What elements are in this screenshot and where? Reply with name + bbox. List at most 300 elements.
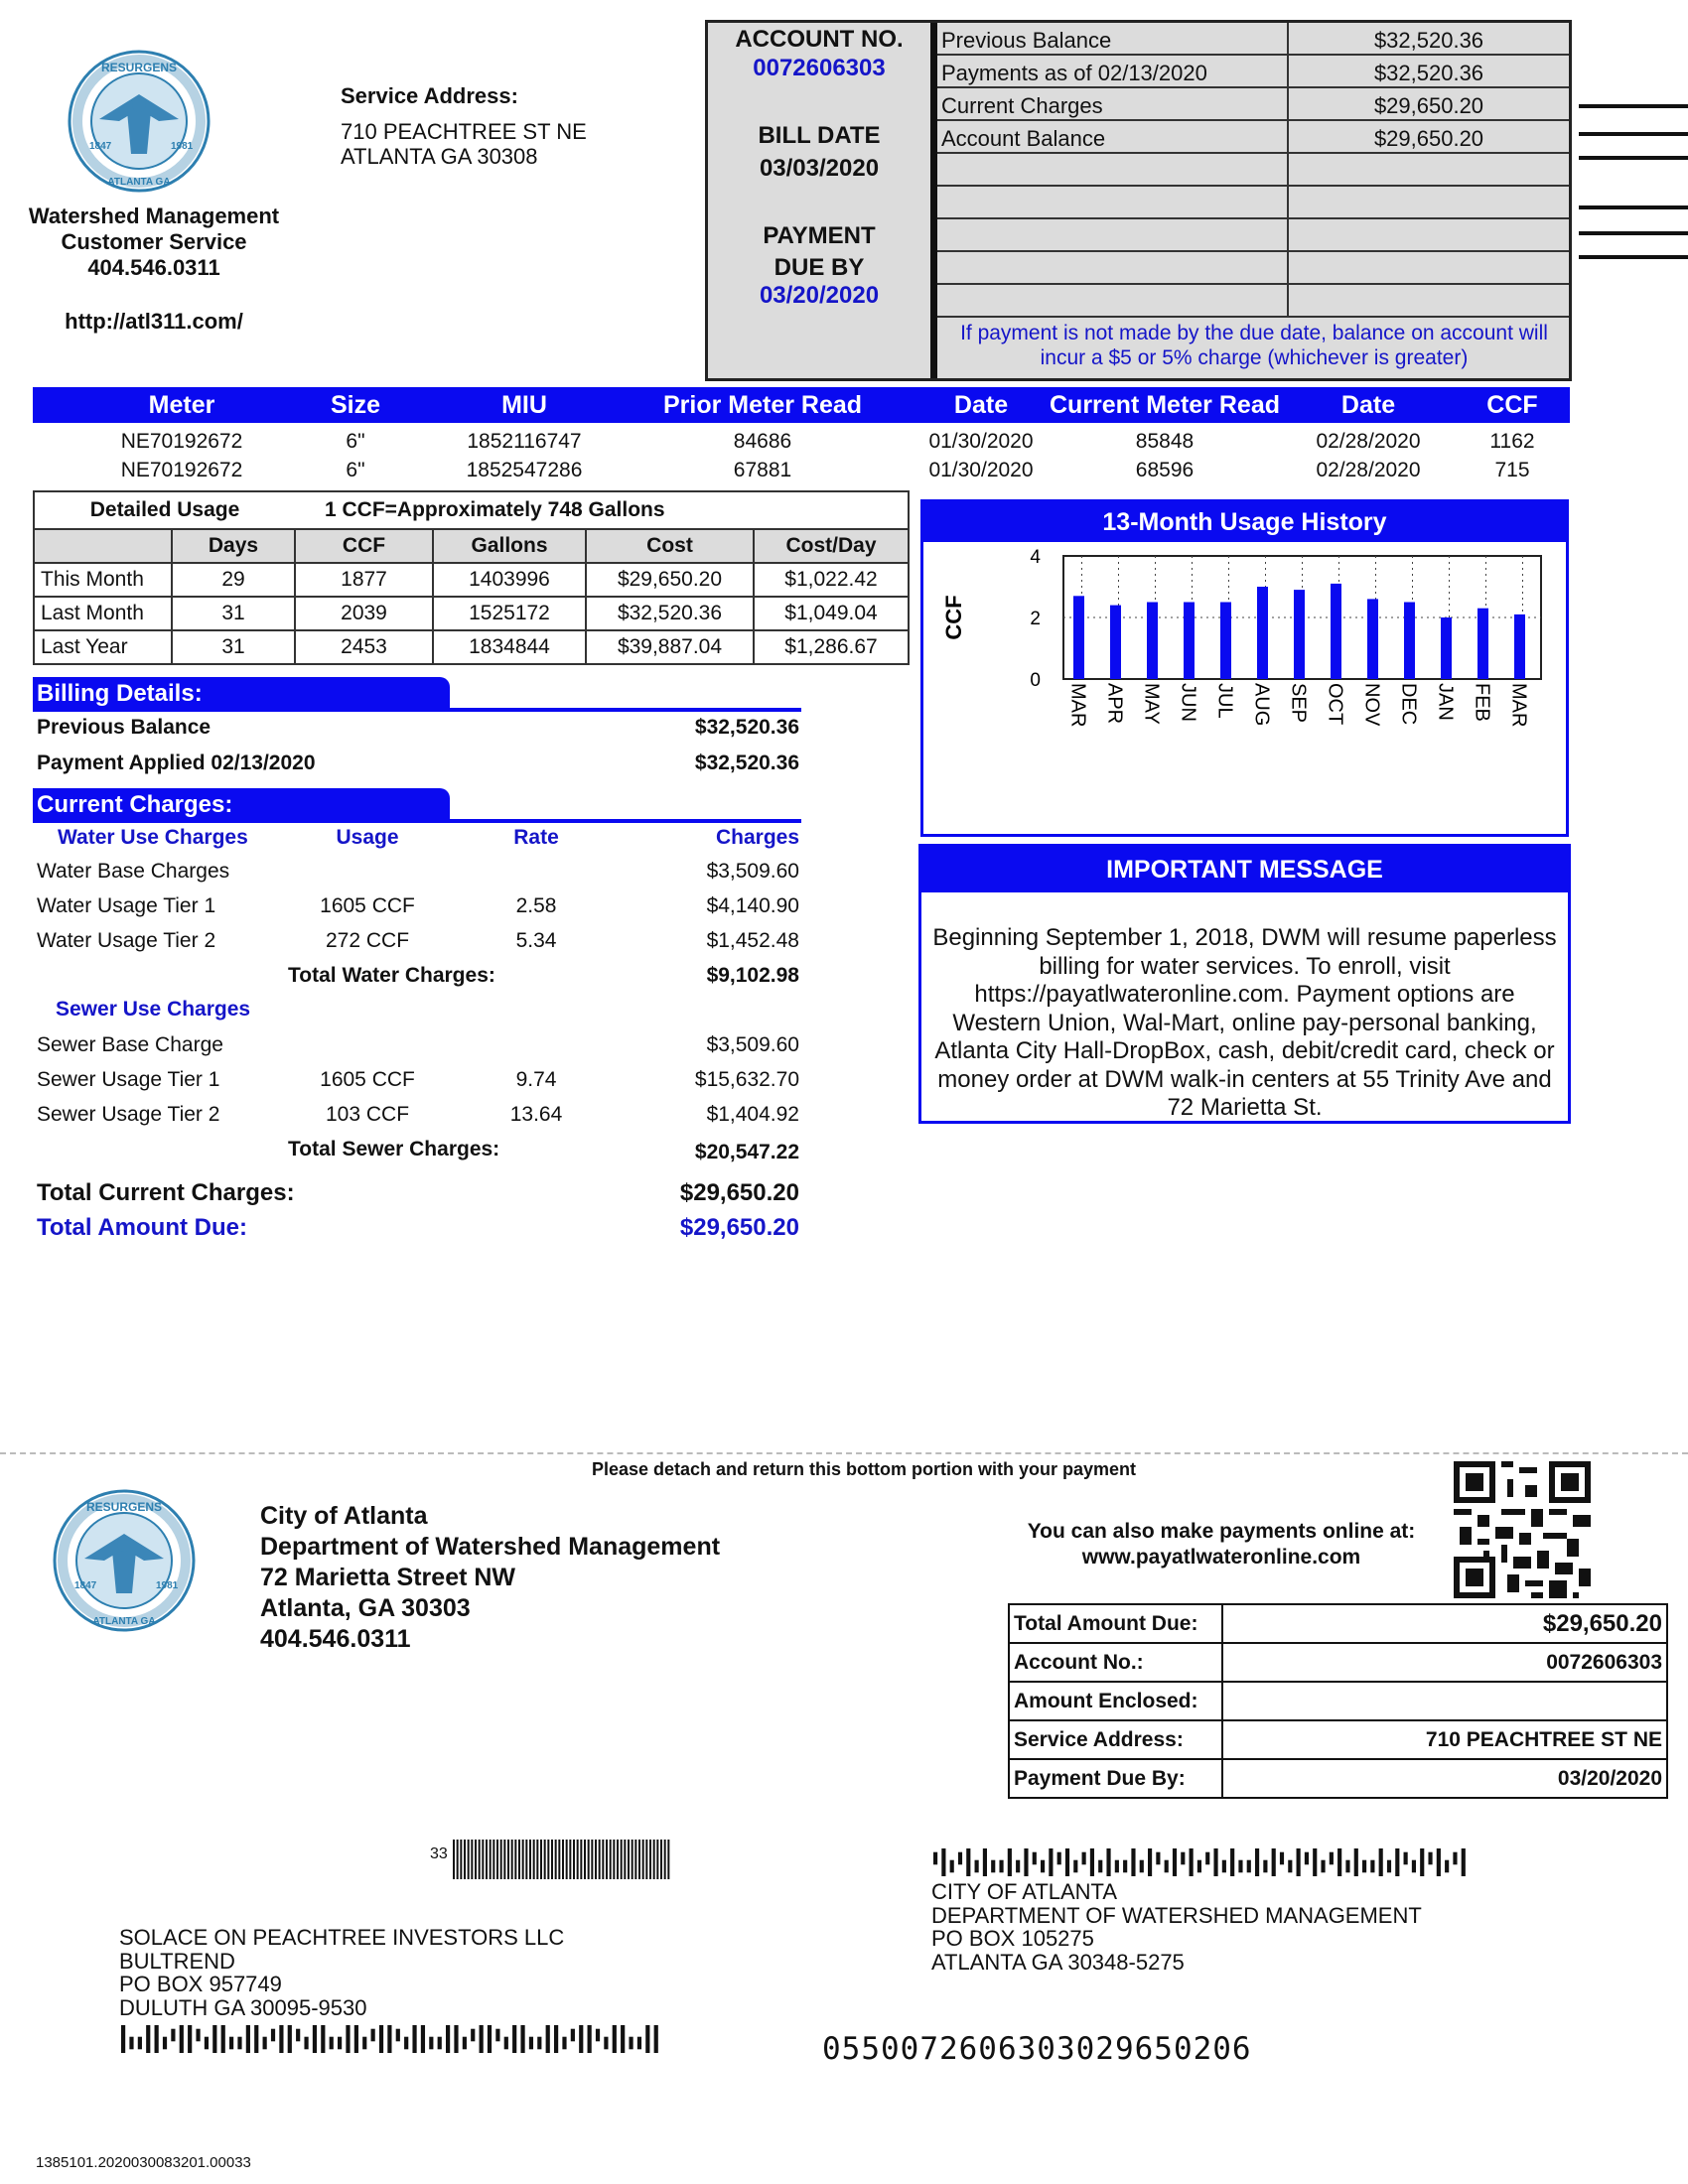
remit-department: DEPARTMENT OF WATERSHED MANAGEMENT [931, 1902, 1422, 1928]
barcode-bar [464, 1840, 466, 1879]
barcode-bar [667, 1840, 669, 1879]
chart-bar-jul [1220, 603, 1231, 680]
chart-bar-mar [1514, 614, 1525, 679]
seal-year2: 1981 [171, 141, 194, 152]
usage-cost: $29,650.20 [586, 563, 754, 597]
barcode-bar [1453, 1852, 1457, 1865]
barcode-bar [1222, 1860, 1226, 1873]
payment-applied-label: Payment Applied 02/13/2020 [37, 751, 316, 774]
barcode-bar [1165, 1860, 1169, 1873]
remit-po-box: PO BOX 105275 [931, 1926, 1094, 1951]
barcode-bar [486, 1840, 488, 1879]
barcode-bar [606, 1840, 608, 1879]
water-use-charges-header: Water Use Charges [58, 826, 248, 849]
barcode-bar [471, 2029, 475, 2042]
city-seal-logo [60, 50, 218, 194]
sewer-use-charges-header: Sewer Use Charges [56, 998, 251, 1021]
charge-amount: $1,404.92 [706, 1103, 799, 1126]
usage-days: 31 [172, 630, 295, 664]
amount-enclosed-field[interactable] [1222, 1682, 1667, 1720]
chart-x-tick-label: MAR [1066, 683, 1089, 728]
barcode-bar [1098, 1860, 1102, 1873]
chart-x-tick-label: JUN [1177, 683, 1199, 722]
barcode-bar [138, 2037, 142, 2050]
total-water-value: $9,102.98 [706, 964, 799, 987]
barcode-bar [656, 1840, 658, 1879]
barcode-bar [129, 2037, 133, 2050]
barcode-bar [624, 1840, 626, 1879]
usage-col-cost: Cost [586, 529, 754, 563]
barcode-bar [588, 2025, 592, 2053]
barcode-bar [1106, 1848, 1110, 1876]
meter-row [33, 426, 1570, 456]
table-row [1009, 1759, 1667, 1798]
usage-col-header: Usage [336, 826, 399, 849]
barcode-bar [196, 2029, 200, 2042]
barcode-bar [1321, 1860, 1325, 1873]
pay-value-total-due: $29,650.20 [1222, 1604, 1667, 1643]
usage-gallons: 1403996 [433, 563, 586, 597]
summary-label-payments: Payments as of 02/13/2020 [941, 61, 1207, 85]
charge-description: Sewer Base Charge [37, 1033, 223, 1056]
meter-ccf: 1162 [1489, 430, 1535, 453]
customer-name: SOLACE ON PEACHTREE INVESTORS LLC [119, 1925, 565, 1950]
total-amount-due-value: $29,650.20 [679, 1214, 799, 1241]
total-current-charges-value: $29,650.20 [679, 1179, 799, 1206]
barcode-bar [453, 1840, 455, 1879]
barcode-bar [1041, 1860, 1045, 1873]
important-message-body: Beginning September 1, 2018, DWM will resume paperless billing for water services. To enroll, visit https://payatlwateronline.com. Payment options are Western Union, Wal-Mart, online pay-personal banking, Atlanta City Hall-DropBox, cash, debit/credit card, check or money order at DWM walk-in centers at 55 Trinity Ave and 72 Marietta St. [932, 924, 1557, 1121]
city-street: 72 Marietta Street NW [260, 1564, 516, 1591]
barcode-bar [555, 1840, 557, 1879]
barcode-bar [254, 2025, 258, 2053]
barcode-bar [577, 1840, 579, 1879]
barcode-bar [1280, 1852, 1284, 1865]
meter-size: 6" [346, 459, 365, 481]
city-citystate: Atlanta, GA 30303 [260, 1594, 471, 1622]
meter-col-meter: Meter [148, 391, 215, 419]
barcode-bar [454, 2025, 458, 2053]
barcode-bar [1090, 1848, 1094, 1876]
usage-title: Detailed Usage [34, 491, 295, 529]
barcode-bar [1016, 1860, 1020, 1873]
meter-col-prior-read: Prior Meter Read [662, 391, 863, 419]
barcode-bar [304, 2037, 308, 2050]
barcode-bar [966, 1848, 970, 1876]
barcode-bar [163, 2037, 167, 2050]
payment-due-label-2: DUE BY [774, 254, 865, 281]
barcode-bar [1008, 1848, 1012, 1876]
qr-code-icon [1454, 1461, 1591, 1598]
barcode-bar [1082, 1852, 1086, 1865]
summary-label-account-balance: Account Balance [941, 126, 1106, 151]
account-info-panel [708, 23, 937, 378]
usage-cost-per-day: $1,286.67 [754, 630, 909, 664]
pay-value-service-address: 710 PEACHTREE ST NE [1222, 1720, 1667, 1759]
usage-history-chart [923, 542, 1566, 834]
barcode-bar [1288, 1860, 1292, 1873]
chart-bar-jan [1441, 617, 1452, 679]
barcode-bar [537, 2037, 541, 2050]
barcode-bar [610, 1840, 612, 1879]
city-name: City of Atlanta [260, 1502, 428, 1530]
barcode-bar [495, 2029, 499, 2042]
payment-due-label-1: PAYMENT [763, 222, 876, 249]
late-payment-notice: If payment is not made by the due date, balance on account will incur a $5 or 5% charge (whichever is greater) [960, 322, 1548, 369]
footer-code: 1385101.2020030083201.00033 [36, 2154, 251, 2171]
charge-description: Sewer Usage Tier 2 [37, 1103, 220, 1126]
barcode-bar [429, 2037, 433, 2050]
barcode-bar [379, 2025, 383, 2053]
barcode-bar [475, 1840, 477, 1879]
barcode-bar [1345, 1860, 1349, 1873]
charge-usage: 1605 CCF [320, 1068, 415, 1091]
charge-usage: 272 CCF [325, 929, 410, 952]
barcode-bar [500, 1840, 502, 1879]
barcode-bar [1148, 1848, 1152, 1876]
service-address-line2: ATLANTA GA 30308 [341, 144, 538, 169]
meter-ccf: 715 [1494, 459, 1530, 481]
barcode-bar [279, 2025, 283, 2053]
table-row [1009, 1643, 1667, 1682]
barcode-bar [554, 2025, 558, 2053]
postal-barcode-icon [121, 2025, 662, 2053]
barcode-bar [629, 2037, 633, 2050]
barcode-bar [642, 1840, 644, 1879]
barcode-bar [1213, 1848, 1217, 1876]
barcode-icon [453, 1840, 671, 1879]
account-number-label: ACCOUNT NO. [735, 26, 904, 53]
barcode-bar [562, 1840, 564, 1879]
barcode-bar [1049, 1848, 1053, 1876]
payment-stub-table [1008, 1603, 1668, 1799]
detailed-usage-table [33, 490, 910, 665]
barcode-bar [645, 1840, 647, 1879]
barcode-bar [321, 2025, 325, 2053]
total-amount-due-label: Total Amount Due: [37, 1214, 247, 1241]
pay-label-amount-enclosed: Amount Enclosed: [1009, 1682, 1222, 1720]
barcode-bar [1131, 1848, 1135, 1876]
barcode-bar [551, 1840, 553, 1879]
online-payment-url[interactable]: www.payatlwateronline.com [1081, 1546, 1361, 1569]
service-address-label: Service Address: [341, 83, 518, 108]
barcode-bar [511, 1840, 513, 1879]
barcode-bar [221, 2025, 225, 2053]
barcode-bar [649, 1840, 651, 1879]
postal-barcode-icon [933, 1848, 1470, 1876]
barcode-bar [1337, 1848, 1341, 1876]
table-row [34, 563, 909, 597]
table-row [1009, 1720, 1667, 1759]
barcode-bar [1024, 1848, 1028, 1876]
barcode-bar [1395, 1848, 1399, 1876]
rate-col-header: Rate [513, 826, 559, 849]
barcode-bar [638, 1840, 640, 1879]
barcode-bar [566, 1840, 568, 1879]
barcode-bar [540, 1840, 542, 1879]
usage-col-blank [34, 529, 172, 563]
barcode-bar [544, 1840, 546, 1879]
table-row [1009, 1682, 1667, 1720]
barcode-bar [547, 1840, 549, 1879]
important-message-panel [918, 844, 1571, 1124]
barcode-bar [613, 2025, 617, 2053]
barcode-bar [579, 2025, 583, 2053]
barcode-bar [569, 1840, 571, 1879]
chart-x-tick-label: DEC [1397, 683, 1420, 726]
barcode-bar [271, 2029, 275, 2042]
barcode-bar [229, 2037, 233, 2050]
barcode-bar [468, 1840, 470, 1879]
barcode-bar [958, 1852, 962, 1865]
barcode-bar [1297, 1848, 1301, 1876]
table-row [34, 630, 909, 664]
barcode-bar [205, 2037, 209, 2050]
usage-history-panel [920, 499, 1569, 837]
customer-address-block [119, 1926, 564, 2019]
pay-label-due-by: Payment Due By: [1009, 1759, 1222, 1798]
meter-prior-date: 01/30/2020 [928, 459, 1034, 481]
barcode-bar [596, 2029, 600, 2042]
charge-usage: 1605 CCF [320, 894, 415, 917]
barcode-bar [599, 1840, 601, 1879]
total-water-label: Total Water Charges: [288, 964, 495, 987]
city-department: Department of Watershed Management [260, 1533, 721, 1561]
charge-usage: 103 CCF [325, 1103, 410, 1126]
barcode-bar [536, 1840, 538, 1879]
barcode-bar [1263, 1860, 1267, 1873]
summary-value-account-balance: $29,650.20 [1373, 126, 1484, 151]
total-current-charges-label: Total Current Charges: [37, 1179, 295, 1206]
barcode-bar [512, 2025, 516, 2053]
usage-cost: $32,520.36 [586, 597, 754, 630]
barcode-bar [1205, 1852, 1209, 1865]
barcode-bar [1115, 1860, 1119, 1873]
barcode-bar [653, 1840, 655, 1879]
summary-value-payments: $32,520.36 [1373, 61, 1484, 85]
city-address-block [260, 1501, 720, 1655]
pay-label-service-address: Service Address: [1009, 1720, 1222, 1759]
barcode-bar [621, 2025, 625, 2053]
barcode-bar [404, 2037, 408, 2050]
chart-bar-aug [1257, 587, 1268, 679]
charge-rate: 2.58 [515, 894, 557, 917]
barcode-bar [1354, 1848, 1358, 1876]
barcode-bar [507, 1840, 509, 1879]
balance-summary-grid [937, 23, 1569, 316]
barcode-bar [950, 1860, 954, 1873]
pay-label-total-due: Total Amount Due: [1009, 1604, 1222, 1643]
chart-bar-feb [1477, 609, 1488, 679]
barcode-bar [571, 2029, 575, 2042]
website-link[interactable]: http://atl311.com/ [65, 309, 243, 334]
barcode-bar [1437, 1848, 1441, 1876]
barcode-bar [1255, 1848, 1259, 1876]
service-address-line1: 710 PEACHTREE ST NE [341, 119, 587, 144]
chart-x-tick-label: APR [1103, 683, 1126, 725]
barcode-bar [488, 2025, 492, 2053]
dept-service: Customer Service [61, 229, 247, 254]
barcode-bar [212, 2025, 216, 2053]
charge-description: Water Usage Tier 2 [37, 929, 216, 952]
usage-ccf: 2453 [295, 630, 433, 664]
barcode-bar [1387, 1860, 1391, 1873]
seal-bottom-text: ATLANTA GA [107, 177, 171, 188]
usage-gallons: 1834844 [433, 630, 586, 664]
barcode-bar [346, 2025, 350, 2053]
barcode-bar [654, 2025, 658, 2053]
barcode-bar [983, 1848, 987, 1876]
barcode-bar [613, 1840, 615, 1879]
usage-gallons: 1525172 [433, 597, 586, 630]
charge-amount: $1,452.48 [706, 929, 799, 952]
chart-x-tick-label: JUL [1213, 683, 1236, 719]
chart-y-tick-label: 2 [1030, 609, 1041, 629]
barcode-bar [490, 1840, 492, 1879]
barcode-bar [1404, 1852, 1408, 1865]
barcode-bar [588, 1840, 590, 1879]
barcode-bar [1428, 1852, 1432, 1865]
barcode-bar [1181, 1852, 1185, 1865]
barcode-bar [263, 2037, 267, 2050]
usage-ccf: 2039 [295, 597, 433, 630]
seal-year: 1847 [89, 141, 112, 152]
dept-name: Watershed Management [28, 204, 280, 228]
barcode-bar [246, 2025, 250, 2053]
barcode-bar [660, 1840, 662, 1879]
barcode-bar [518, 1840, 520, 1879]
barcode-bar [1140, 1860, 1144, 1873]
charge-amount: $3,509.60 [706, 1033, 799, 1056]
usage-conversion: 1 CCF=Approximately 748 Gallons [295, 491, 909, 529]
summary-label-previous-balance: Previous Balance [941, 28, 1112, 53]
barcode-bar [522, 1840, 524, 1879]
barcode-bar [421, 2025, 425, 2053]
barcode-bar [584, 1840, 586, 1879]
charges-col-header: Charges [715, 826, 799, 849]
barcode-bar [446, 2025, 450, 2053]
barcode-bar [595, 1840, 597, 1879]
barcode-bar [525, 1840, 527, 1879]
chart-x-tick-label: FEB [1471, 683, 1493, 722]
charge-description: Water Usage Tier 1 [37, 894, 216, 917]
usage-days: 29 [172, 563, 295, 597]
seal-top-text: RESURGENS [100, 61, 178, 74]
barcode-bar [514, 1840, 516, 1879]
chart-x-tick-label: NOV [1360, 683, 1383, 727]
barcode-bar [999, 1860, 1003, 1873]
usage-cost-per-day: $1,049.04 [754, 597, 909, 630]
barcode-bar [237, 2037, 241, 2050]
summary-value-previous-balance: $32,520.36 [1373, 28, 1484, 53]
chart-bar-apr [1110, 606, 1121, 679]
meter-size: 6" [346, 430, 365, 453]
pay-value-due-by: 03/20/2020 [1222, 1759, 1667, 1798]
meter-col-prior-date: Date [953, 391, 1009, 419]
chart-x-tick-label: OCT [1324, 683, 1346, 726]
barcode-bar [412, 2025, 416, 2053]
charge-rate: 5.34 [515, 929, 557, 952]
pay-value-account-no: 0072606303 [1222, 1643, 1667, 1682]
barcode-bar [941, 1848, 945, 1876]
chart-y-axis-label: CCF [941, 595, 966, 640]
barcode-bar [591, 1840, 593, 1879]
usage-cost: $39,887.04 [586, 630, 754, 664]
barcode-bar [471, 1840, 473, 1879]
chart-bar-nov [1367, 599, 1378, 679]
remit-citystate: ATLANTA GA 30348-5275 [931, 1949, 1185, 1975]
meter-col-size: Size [330, 391, 381, 419]
meter-col-current-read: Current Meter Read [1050, 391, 1280, 419]
chart-x-tick-label: SEP [1287, 683, 1310, 724]
charge-amount: $3,509.60 [706, 860, 799, 883]
barcode-bar [396, 2029, 400, 2042]
chart-bar-jun [1184, 603, 1195, 680]
usage-col-days: Days [172, 529, 295, 563]
chart-bar-mar [1073, 596, 1084, 679]
barcode-bar [313, 2025, 317, 2053]
bill-date: 03/03/2020 [759, 155, 880, 182]
barcode-bar [529, 2037, 533, 2050]
barcode-bar [1420, 1848, 1424, 1876]
barcode-bar [1190, 1848, 1194, 1876]
barcode-bar [604, 2037, 608, 2050]
important-message-title: IMPORTANT MESSAGE [921, 847, 1568, 892]
total-sewer-value: $20,547.22 [694, 1141, 799, 1163]
barcode-bar [1247, 1860, 1251, 1873]
barcode-bar [1445, 1860, 1449, 1873]
chart-bar-sep [1294, 590, 1305, 679]
account-number: 0072606303 [753, 55, 886, 81]
meter-col-ccf: CCF [1486, 391, 1538, 419]
ocr-scan-line: 0550072606303029650206 [822, 2031, 1252, 2067]
barcode-bar [171, 2029, 175, 2042]
barcode-bar [496, 1840, 498, 1879]
barcode-bar [504, 2037, 508, 2050]
meter-id: NE70192672 [120, 459, 243, 481]
barcode-bar [330, 2037, 334, 2050]
table-row [1009, 1604, 1667, 1643]
usage-cost-per-day: $1,022.42 [754, 563, 909, 597]
charge-amount: $4,140.90 [706, 894, 799, 917]
previous-balance-label: Previous Balance [37, 716, 211, 739]
meter-current-read: 85848 [1135, 430, 1195, 453]
charge-rate: 13.64 [509, 1103, 563, 1126]
barcode-bar [1362, 1860, 1366, 1873]
barcode-bar [503, 1840, 505, 1879]
barcode-bar [155, 2025, 159, 2053]
detach-line [0, 1452, 1688, 1454]
remit-address-block [931, 1880, 1422, 1974]
barcode-bar [975, 1860, 979, 1873]
chart-x-tick-label: MAR [1507, 683, 1530, 728]
barcode-bar [573, 1840, 575, 1879]
billing-details-header: Billing Details: [33, 677, 450, 711]
barcode-bar [1033, 1852, 1037, 1865]
usage-period: This Month [34, 563, 172, 597]
barcode-bar [1313, 1848, 1317, 1876]
charge-description: Sewer Usage Tier 1 [37, 1068, 220, 1091]
barcode-bar [1230, 1848, 1234, 1876]
current-charges-header: Current Charges: [33, 788, 450, 822]
barcode-bar [1379, 1848, 1383, 1876]
barcode-bar [933, 1852, 937, 1865]
usage-period: Last Month [34, 597, 172, 630]
barcode-bar [602, 1840, 604, 1879]
chart-title: 13-Month Usage History [923, 502, 1566, 542]
meter-prior-read: 67881 [733, 459, 792, 481]
meter-col-current-date: Date [1340, 391, 1396, 419]
